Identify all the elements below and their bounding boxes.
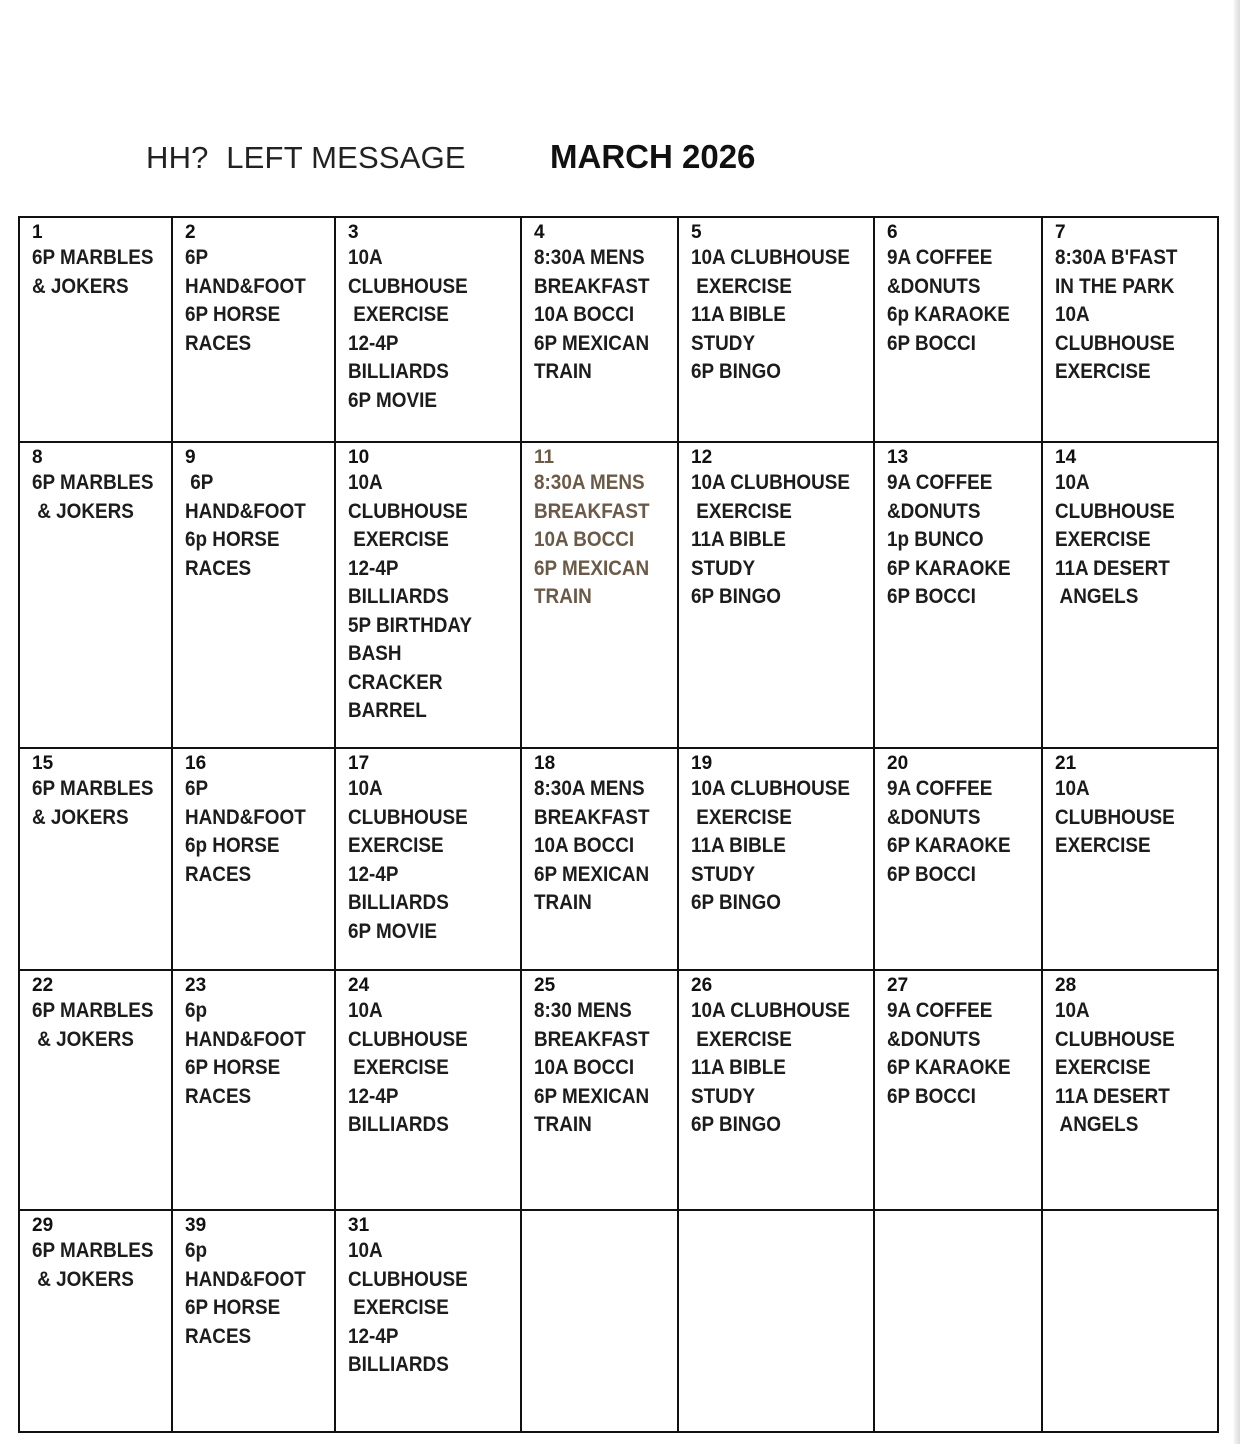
event-line: HAND&FOOT	[185, 805, 306, 829]
event-line: BREAKFAST	[534, 274, 650, 298]
event-line: 6P MARBLES	[32, 1239, 154, 1262]
day-number: 10	[348, 447, 370, 468]
event-line: BREAKFAST	[534, 499, 650, 523]
event-line: 6p HORSE	[185, 834, 280, 857]
event-line: 10A	[1055, 471, 1090, 494]
event-line: 10A	[348, 1239, 383, 1262]
calendar-day-cell	[1042, 217, 1218, 442]
event-line: 6P MEXICAN	[534, 331, 650, 355]
day-number: 7	[1055, 222, 1066, 243]
day-number: 4	[534, 222, 545, 243]
event-line: 8:30A MENS	[534, 777, 645, 800]
calendar-week-row	[19, 970, 1218, 1210]
calendar-day-cell	[521, 970, 678, 1210]
event-line: 6P MEXICAN	[534, 556, 650, 580]
day-number: 28	[1055, 975, 1077, 996]
event-line: 12-4P	[348, 1324, 399, 1348]
event-line: 9A COFFEE	[887, 777, 993, 800]
calendar-day-cell	[19, 442, 172, 748]
event-line: STUDY	[691, 556, 756, 580]
event-line: CLUBHOUSE	[1055, 499, 1175, 523]
event-line: BILLIARDS	[348, 1113, 449, 1136]
event-line: 8:30A MENS	[534, 471, 645, 494]
event-line: CLUBHOUSE	[1055, 1027, 1175, 1051]
event-line: 11A BIBLE	[691, 1056, 786, 1079]
day-number: 31	[348, 1215, 370, 1236]
calendar-week-row	[19, 442, 1218, 748]
event-line: &DONUTS	[887, 805, 981, 829]
event-line: 10A CLUBHOUSE	[691, 471, 850, 494]
day-number: 24	[348, 975, 370, 996]
day-number: 23	[185, 975, 207, 996]
event-line: 6P BOCCI	[887, 331, 976, 355]
calendar-day-cell	[521, 1210, 678, 1432]
event-line: EXERCISE	[1055, 1056, 1151, 1079]
event-line: 6p	[185, 999, 208, 1022]
day-number: 3	[348, 222, 359, 243]
event-line: EXERCISE	[691, 499, 792, 523]
event-line: 6P	[185, 471, 214, 494]
event-line: HAND&FOOT	[185, 499, 306, 523]
event-line: RACES	[185, 1324, 252, 1348]
day-number: 12	[691, 447, 713, 468]
calendar-day-cell	[874, 970, 1042, 1210]
calendar-grid	[18, 216, 1219, 1433]
event-line: 6P BOCCI	[887, 862, 976, 886]
calendar-day-cell	[678, 748, 874, 970]
page-edge-shadow	[1234, 0, 1240, 1444]
event-line: HAND&FOOT	[185, 274, 306, 298]
event-line: EXERCISE	[1055, 834, 1151, 857]
day-number: 25	[534, 975, 556, 996]
day-number: 16	[185, 753, 207, 774]
day-number: 14	[1055, 447, 1077, 468]
calendar-day-cell	[874, 748, 1042, 970]
event-line: RACES	[185, 1084, 252, 1108]
calendar-week-row	[19, 1210, 1218, 1432]
calendar-day-cell	[1042, 1210, 1218, 1432]
event-line: RACES	[185, 862, 252, 886]
day-number: 8	[32, 447, 43, 468]
day-number: 29	[32, 1215, 54, 1236]
calendar-day-cell	[521, 748, 678, 970]
event-line: BILLIARDS	[348, 585, 449, 608]
event-line: & JOKERS	[32, 805, 129, 829]
calendar-day-cell	[521, 442, 678, 748]
event-line: EXERCISE	[348, 528, 449, 551]
calendar-day-cell	[678, 970, 874, 1210]
event-line: 8:30 MENS	[534, 999, 632, 1022]
event-line: 6P	[185, 777, 209, 800]
event-line: EXERCISE	[1055, 360, 1151, 383]
event-line: CLUBHOUSE	[1055, 331, 1175, 355]
event-line: 6P MOVIE	[348, 388, 437, 412]
event-line: EXERCISE	[348, 303, 449, 326]
calendar-week-row	[19, 217, 1218, 442]
event-line: TRAIN	[534, 360, 592, 383]
event-line: EXERCISE	[691, 1027, 792, 1051]
day-number: 20	[887, 753, 909, 774]
event-line: BILLIARDS	[348, 1353, 449, 1376]
event-line: 6P BINGO	[691, 360, 781, 383]
calendar-day-cell	[19, 217, 172, 442]
calendar-day-cell	[874, 442, 1042, 748]
calendar-month-title: MARCH 2026	[550, 138, 756, 175]
event-line: EXERCISE	[691, 805, 792, 829]
event-line: TRAIN	[534, 891, 592, 914]
event-line: RACES	[185, 556, 252, 580]
event-line: CLUBHOUSE	[348, 1267, 468, 1291]
day-number: 26	[691, 975, 713, 996]
event-line: 11A DESERT	[1055, 1084, 1170, 1108]
calendar-day-cell	[335, 748, 521, 970]
calendar-day-cell	[335, 970, 521, 1210]
event-line: EXERCISE	[1055, 528, 1151, 551]
day-number: 6	[887, 222, 898, 243]
event-line: HAND&FOOT	[185, 1027, 306, 1051]
day-number: 17	[348, 753, 370, 774]
day-number: 18	[534, 753, 556, 774]
calendar-day-cell	[335, 442, 521, 748]
calendar-day-cell	[1042, 442, 1218, 748]
day-number: 1	[32, 222, 43, 243]
event-line: 12-4P	[348, 331, 399, 355]
calendar-week-row	[19, 748, 1218, 970]
event-line: &DONUTS	[887, 1027, 981, 1051]
event-line: &DONUTS	[887, 499, 981, 523]
event-line: 11A DESERT	[1055, 556, 1170, 580]
day-number: 5	[691, 222, 702, 243]
event-line: IN THE PARK	[1055, 274, 1175, 298]
event-line: & JOKERS	[32, 499, 134, 523]
event-line: BASH	[348, 642, 402, 665]
event-line: 8:30A MENS	[534, 246, 645, 269]
event-line: RACES	[185, 331, 252, 355]
calendar-day-cell	[1042, 748, 1218, 970]
event-line: 6P BINGO	[691, 891, 781, 914]
day-number: 15	[32, 753, 54, 774]
day-number: 2	[185, 222, 196, 243]
event-line: 6P KARAOKE	[887, 556, 1011, 580]
calendar-day-cell	[335, 217, 521, 442]
event-line: 8:30A B'FAST	[1055, 246, 1178, 269]
event-line: 6P MARBLES	[32, 777, 154, 800]
event-line: 6p	[185, 1239, 208, 1262]
event-line: ANGELS	[1055, 1113, 1139, 1136]
calendar-day-cell	[678, 1210, 874, 1432]
calendar-day-cell	[19, 1210, 172, 1432]
event-line: 12-4P	[348, 556, 399, 580]
calendar-day-cell	[874, 1210, 1042, 1432]
event-line: 10A CLUBHOUSE	[691, 777, 850, 800]
event-line: 6P BOCCI	[887, 1084, 976, 1108]
event-line: 6P HORSE	[185, 1056, 281, 1079]
calendar-day-cell	[19, 970, 172, 1210]
calendar-day-cell	[172, 970, 335, 1210]
header-note: HH? LEFT MESSAGE	[146, 140, 466, 175]
event-line: TRAIN	[534, 585, 592, 608]
event-line: 10A BOCCI	[534, 834, 635, 857]
calendar-day-cell	[19, 748, 172, 970]
event-line: & JOKERS	[32, 1027, 134, 1051]
event-line: CLUBHOUSE	[348, 805, 468, 829]
event-line: 9A COFFEE	[887, 999, 993, 1022]
event-line: 6p KARAOKE	[887, 303, 1010, 326]
event-line: 5P BIRTHDAY	[348, 613, 472, 637]
event-line: 6P HORSE	[185, 1296, 281, 1319]
event-line: 11A BIBLE	[691, 528, 786, 551]
calendar-day-cell	[1042, 970, 1218, 1210]
event-line: 6P BINGO	[691, 1113, 781, 1136]
event-line: 12-4P	[348, 1084, 399, 1108]
event-line: EXERCISE	[348, 834, 444, 857]
calendar-day-cell	[172, 1210, 335, 1432]
event-line: BILLIARDS	[348, 891, 449, 914]
event-line: BREAKFAST	[534, 1027, 650, 1051]
event-line: BILLIARDS	[348, 360, 449, 383]
event-line: 6P MARBLES	[32, 471, 154, 494]
event-line: STUDY	[691, 331, 756, 355]
day-number: 39	[185, 1215, 207, 1236]
event-line: 6P KARAOKE	[887, 834, 1011, 857]
event-line: 10A BOCCI	[534, 303, 635, 326]
calendar-day-cell	[172, 748, 335, 970]
calendar-day-cell	[678, 442, 874, 748]
day-number: 22	[32, 975, 54, 996]
event-line: 10A	[1055, 999, 1090, 1022]
event-line: EXERCISE	[691, 274, 792, 298]
day-number: 27	[887, 975, 909, 996]
event-line: 6P BOCCI	[887, 585, 976, 608]
event-line: STUDY	[691, 862, 756, 886]
event-line: 6P HORSE	[185, 303, 281, 326]
calendar-day-cell	[678, 217, 874, 442]
event-line: 6P MEXICAN	[534, 862, 650, 886]
event-line: 11A BIBLE	[691, 303, 786, 326]
calendar-day-cell	[335, 1210, 521, 1432]
event-line: 10A	[1055, 303, 1090, 326]
day-number: 11	[534, 447, 555, 468]
event-line: 10A	[348, 999, 383, 1022]
day-number: 21	[1055, 753, 1077, 774]
event-line: 6P BINGO	[691, 585, 781, 608]
event-line: 6P MEXICAN	[534, 1084, 650, 1108]
event-line: 6P	[185, 246, 209, 269]
event-line: BARREL	[348, 699, 427, 722]
event-line: 10A CLUBHOUSE	[691, 999, 850, 1022]
event-line: 9A COFFEE	[887, 471, 993, 494]
day-number: 19	[691, 753, 713, 774]
event-line: 10A	[348, 777, 383, 800]
event-line: 6P MARBLES	[32, 246, 154, 269]
event-line: & JOKERS	[32, 274, 129, 298]
event-line: CLUBHOUSE	[348, 1027, 468, 1051]
event-line: 9A COFFEE	[887, 246, 993, 269]
event-line: CLUBHOUSE	[348, 499, 468, 523]
event-line: 11A BIBLE	[691, 834, 786, 857]
event-line: STUDY	[691, 1084, 756, 1108]
event-line: 6p HORSE	[185, 528, 280, 551]
event-line: 10A BOCCI	[534, 1056, 635, 1079]
event-line: 6P KARAOKE	[887, 1056, 1011, 1079]
event-line: ANGELS	[1055, 585, 1139, 608]
event-line: 12-4P	[348, 862, 399, 886]
event-line: 10A CLUBHOUSE	[691, 246, 850, 269]
event-line: 6P MARBLES	[32, 999, 154, 1022]
calendar-day-cell	[172, 442, 335, 748]
event-line: 10A BOCCI	[534, 528, 635, 551]
event-line: BREAKFAST	[534, 805, 650, 829]
day-number: 13	[887, 447, 909, 468]
event-line: EXERCISE	[348, 1296, 449, 1319]
event-line: HAND&FOOT	[185, 1267, 306, 1291]
event-line: TRAIN	[534, 1113, 592, 1136]
event-line: 10A	[1055, 777, 1090, 800]
calendar-day-cell	[172, 217, 335, 442]
event-line: 10A	[348, 246, 383, 269]
event-line: CRACKER	[348, 670, 443, 694]
event-line: 1p BUNCO	[887, 528, 984, 551]
day-number: 9	[185, 447, 196, 468]
event-line: 10A	[348, 471, 383, 494]
event-line: CLUBHOUSE	[348, 274, 468, 298]
event-line: 6P MOVIE	[348, 919, 437, 943]
event-line: & JOKERS	[32, 1267, 134, 1291]
event-line: CLUBHOUSE	[1055, 805, 1175, 829]
calendar-day-cell	[521, 217, 678, 442]
calendar-day-cell	[874, 217, 1042, 442]
event-line: EXERCISE	[348, 1056, 449, 1079]
event-line: &DONUTS	[887, 274, 981, 298]
